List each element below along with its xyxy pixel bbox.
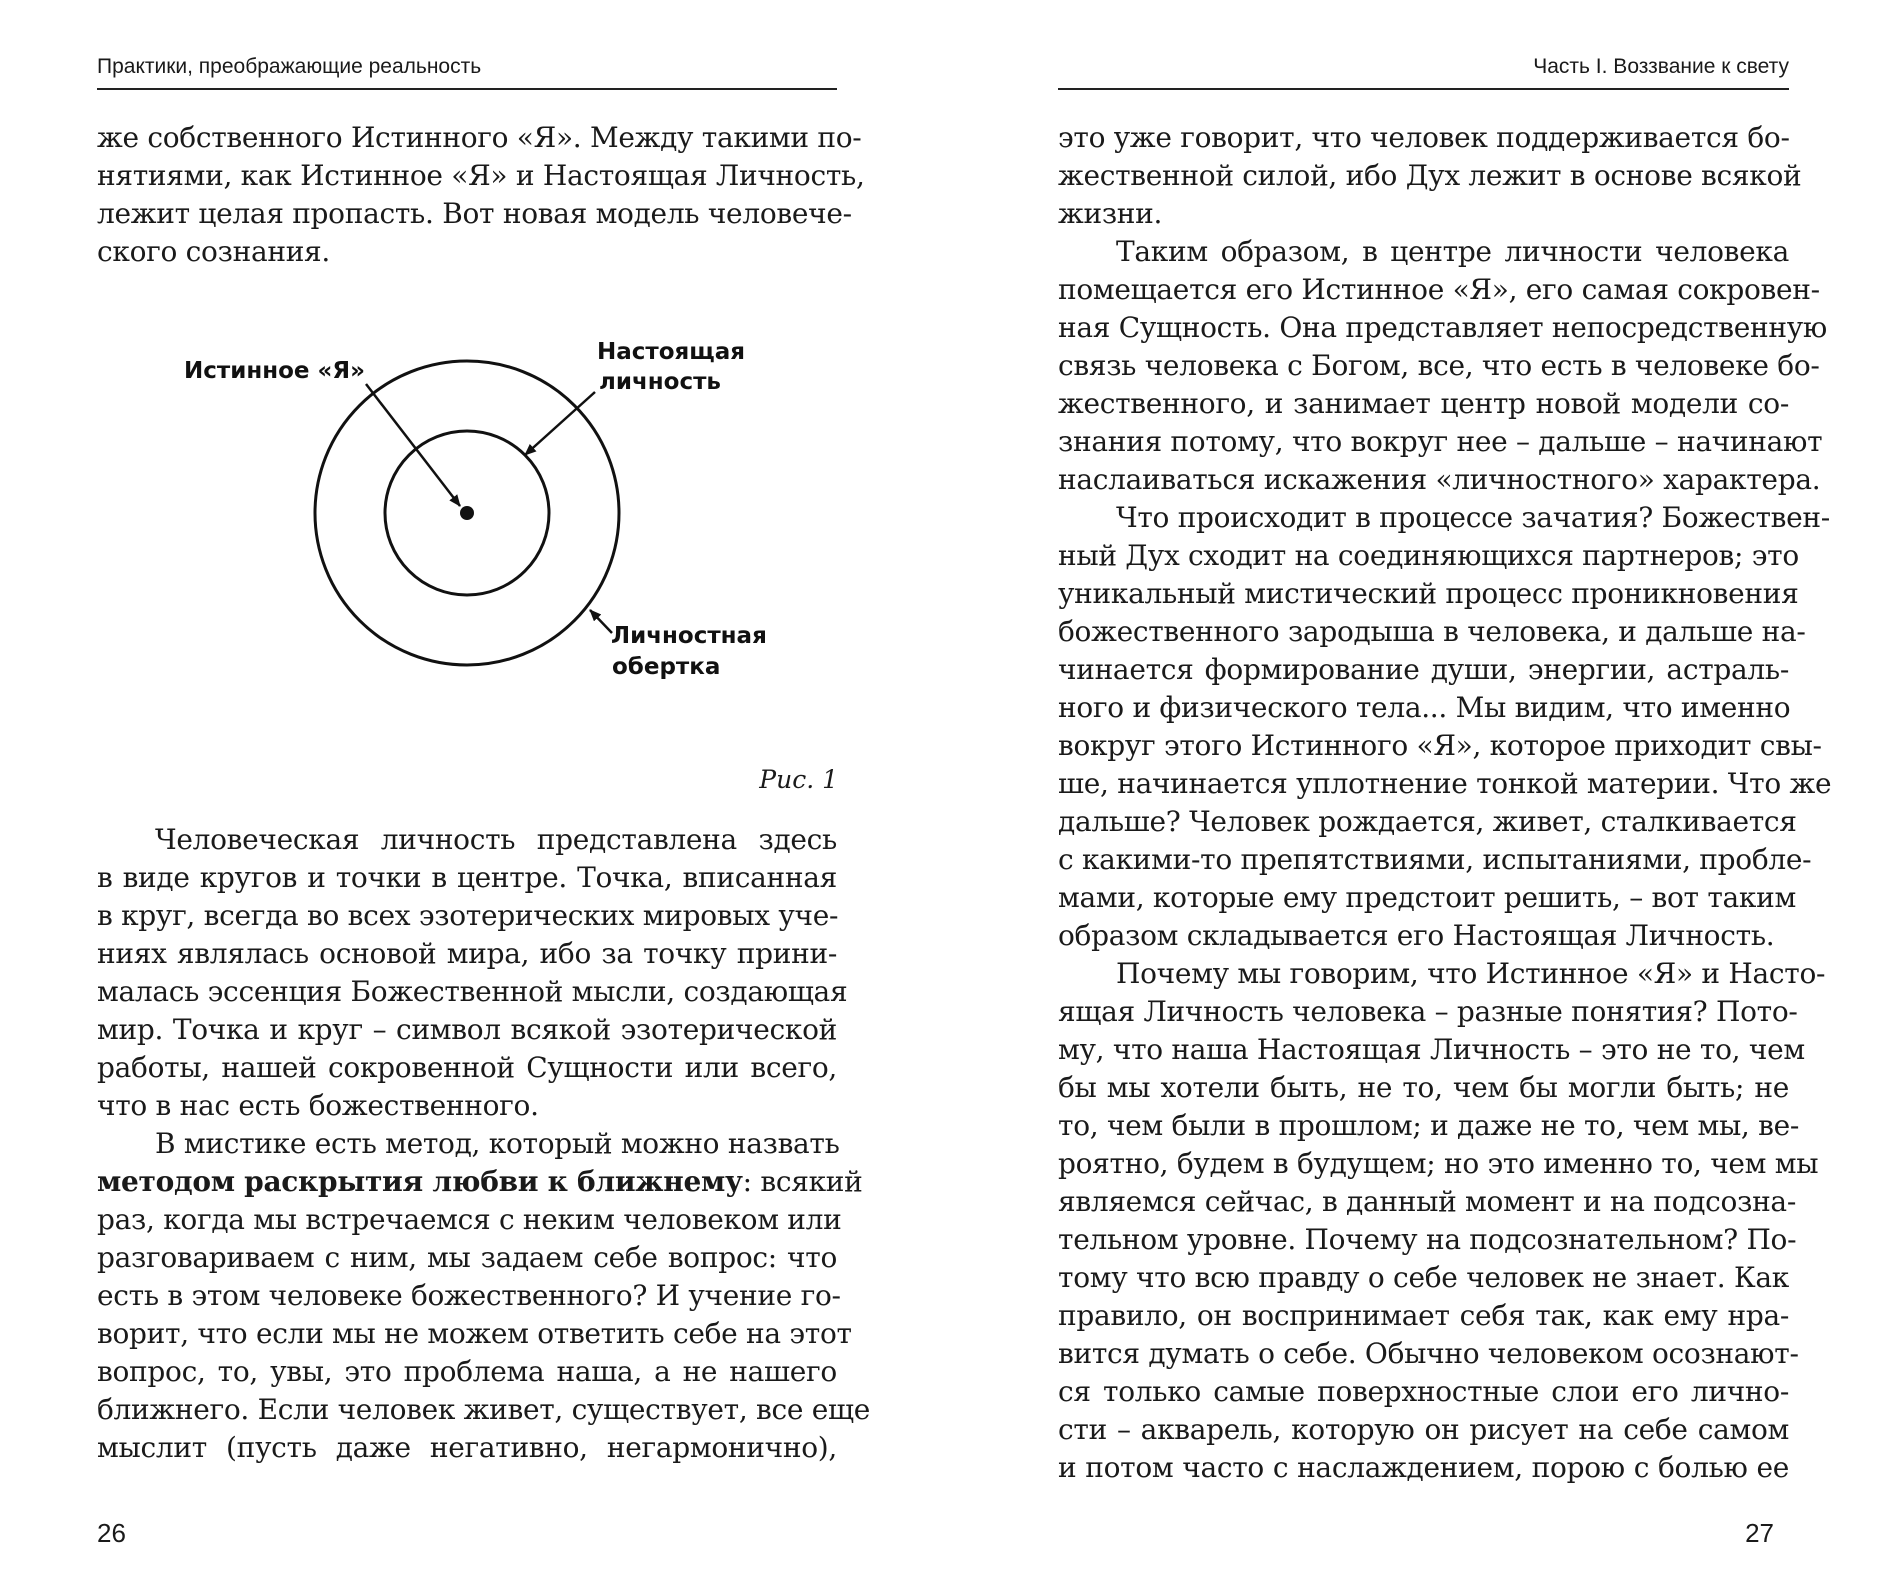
text-line: мыслит (пусть даже негативно, негармонично), <box>97 1431 837 1464</box>
text-line: разговариваем с ним, мы задаем себе вопрос: что <box>97 1241 837 1274</box>
text-line: то, чем были в прошлом; и даже не то, чем мы, ве- <box>1058 1109 1800 1142</box>
text-line: ского сознания. <box>97 235 331 268</box>
text-line: есть в этом человеке божественного? И учение го- <box>97 1279 841 1312</box>
text-line: вопрос, то, увы, это проблема наша, а не нашего <box>97 1355 837 1388</box>
text-line: ниях являлась основой мира, ибо за точку прини- <box>97 937 837 970</box>
text-line: Человеческая личность представлена здесь <box>155 823 837 856</box>
label-real-personality-line1: Настоящая <box>597 339 746 365</box>
text-line: ворит, что если мы не можем ответить себе на этот <box>97 1317 852 1350</box>
label-true-self: Истинное «Я» <box>184 358 365 384</box>
text-line: ше, начинается уплотнение тонкой материи. Что же <box>1058 767 1832 800</box>
header-rule <box>97 88 837 90</box>
text-line: уникальный мистический процесс проникновения <box>1058 577 1799 610</box>
right-page <box>940 0 1879 1573</box>
text-line: с какими-то препятствиями, испытаниями, пробле- <box>1058 843 1812 876</box>
text-line: сти – акварель, которую он рисует на себе самом <box>1058 1413 1789 1446</box>
text-line: это уже говорит, что человек поддерживается бо- <box>1058 121 1790 154</box>
text-after-bold: : всякий <box>742 1165 863 1198</box>
text-line: что в нас есть божественного. <box>97 1089 539 1122</box>
text-line: малась эссенция Божественной мысли, создающая <box>97 975 848 1008</box>
text-line: В мистике есть метод, который можно назвать <box>155 1127 840 1160</box>
text-line: помещается его Истинное «Я», его самая сокровен- <box>1058 273 1820 306</box>
text-line: му, что наша Настоящая Личность – это не то, чем <box>1058 1033 1805 1066</box>
label-wrapper-line1: Личностная <box>611 623 767 649</box>
text-line: Что происходит в процессе зачатия? Божествен- <box>1116 501 1830 534</box>
arrow-real-personality <box>525 392 595 455</box>
text-line: ближнего. Если человек живет, существует, все еще <box>97 1393 871 1426</box>
text-line: жизни. <box>1058 197 1163 230</box>
text-line: божественного зародыша в человека, и дальше на- <box>1058 615 1806 648</box>
text-line: ная Сущность. Она представляет непосредственную <box>1058 311 1827 344</box>
text-line: Таким образом, в центре личности человека <box>1116 235 1789 268</box>
text-line: знания потому, что вокруг нее – дальше – начинают <box>1058 425 1823 458</box>
text-line: раз, когда мы встречаемся с неким человеком или <box>97 1203 842 1236</box>
arrow-wrapper <box>590 610 612 633</box>
text-line: нятиями, как Истинное «Я» и Настоящая Личность, <box>97 159 865 192</box>
text-line: дальше? Человек рождается, живет, сталкивается <box>1058 805 1797 838</box>
text-line-with-bold <box>97 1164 863 1200</box>
running-head: Практики, преображающие реальность <box>97 55 482 78</box>
running-head: Часть I. Воззвание к свету <box>1533 55 1789 78</box>
text-line: тельном уровне. Почему на подсознательном? По- <box>1058 1223 1797 1256</box>
text-line: жественной силой, ибо Дух лежит в основе всякой <box>1058 159 1802 192</box>
circles-diagram <box>150 320 770 720</box>
label-real-personality-line2: личность <box>599 369 721 395</box>
text-line: чинается формирование души, энергии, астраль- <box>1058 653 1789 686</box>
text-line: работы, нашей сокровенной Сущности или всего, <box>97 1051 837 1084</box>
text-line: наслаиваться искажения «личностного» характера. <box>1058 463 1821 496</box>
text-line: роятно, будем в будущем; но это именно то, чем мы <box>1058 1147 1819 1180</box>
text-line: ного и физического тела... Мы видим, что именно <box>1058 691 1791 724</box>
text-line: правило, он воспринимает себя так, как ему нра- <box>1058 1299 1789 1332</box>
center-point <box>460 506 474 520</box>
text-line: ся только самые поверхностные слои его лично- <box>1058 1375 1789 1408</box>
text-line: образом складывается его Настоящая Личность. <box>1058 919 1775 952</box>
text-line: же собственного Истинного «Я». Между такими по- <box>97 121 862 154</box>
text-line: в виде кругов и точки в центре. Точка, вписанная <box>97 861 837 894</box>
text-line: лежит целая пропасть. Вот новая модель человече- <box>97 197 852 230</box>
text-line: вокруг этого Истинного «Я», которое приходит свы- <box>1058 729 1822 762</box>
text-line: в круг, всегда во всех эзотерических мировых уче- <box>97 899 839 932</box>
text-line: являемся сейчас, в данный момент и на подсозна- <box>1058 1185 1796 1218</box>
text-line: и потом часто с наслаждением, порою с болью ее <box>1058 1451 1789 1484</box>
text-line: связь человека с Богом, все, что есть в человеке бо- <box>1058 349 1820 382</box>
text-line: мир. Точка и круг – символ всякой эзотерической <box>97 1013 837 1046</box>
text-line: тому что всю правду о себе человек не знает. Как <box>1058 1261 1789 1294</box>
text-line: ный Дух сходит на соединяющихся партнеров; это <box>1058 539 1799 572</box>
text-line: Почему мы говорим, что Истинное «Я» и Насто- <box>1116 957 1826 990</box>
label-wrapper-line2: обертка <box>612 654 721 680</box>
page-number: 27 <box>1745 1518 1774 1548</box>
text-line: бы мы хотели быть, не то, чем бы могли быть; не <box>1058 1071 1789 1104</box>
text-line: ящая Личность человека – разные понятия? Пото- <box>1058 995 1798 1028</box>
arrow-true-self <box>366 384 460 506</box>
page-number: 26 <box>97 1518 126 1548</box>
bold-phrase: методом раскрытия любви к ближнему <box>97 1165 743 1198</box>
figure-caption: Рис. 1 <box>759 765 838 794</box>
text-line: мами, которые ему предстоит решить, – вот таким <box>1058 881 1796 914</box>
text-line: вится думать о себе. Обычно человеком осознают- <box>1058 1337 1799 1370</box>
text-line: жественного, и занимает центр новой модели со- <box>1058 387 1789 420</box>
header-rule <box>1058 88 1789 90</box>
